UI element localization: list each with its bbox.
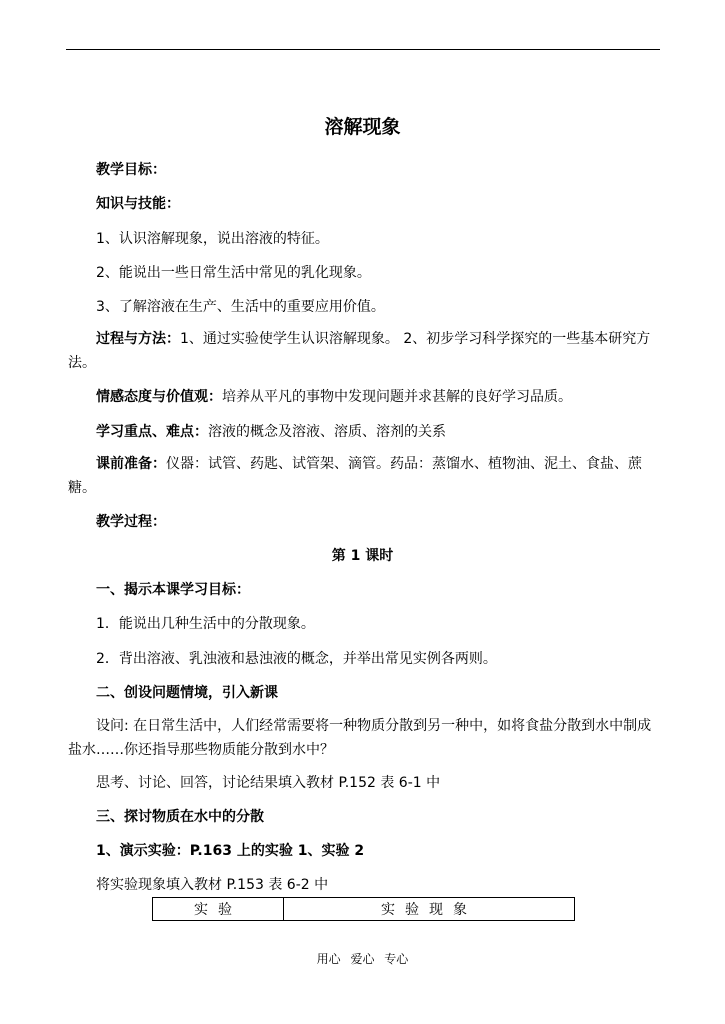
emotion-text: 培养从平凡的事物中发现问题并求甚解的良好学习品质。 [222,389,572,405]
section1-item: 1．能说出几种生活中的分散现象。 [96,616,315,632]
prep-text: 仪器：试管、药匙、试管架、滴管。药品：蒸馏水、植物油、泥土、食盐、蔗糖。 [68,456,642,496]
knowledge-item: 3、了解溶液在生产、生活中的重要应用价值。 [96,299,385,315]
objectives-heading: 教学目标： [96,162,166,178]
knowledge-heading: 知识与技能： [96,196,180,212]
process-label: 过程与方法： [96,331,180,347]
focus-label: 学习重点、难点： [96,424,208,440]
section3-heading: 三、探讨物质在水中的分散 [96,809,264,825]
emotion-label: 情感态度与价值观： [96,389,222,405]
process-heading: 教学过程： [96,514,166,530]
prep-label: 课前准备： [96,456,166,472]
table-header-row [153,898,575,921]
focus-text: 溶液的概念及溶液、溶质、溶剂的关系 [208,424,446,440]
section2-discussion: 思考、讨论、回答，讨论结果填入教材 P.152 表 6-1 中 [96,775,441,791]
section2-question: 设问: 在日常生活中，人们经常需要将一种物质分散到另一种中，如将食盐分散到水中制成盐水……你还指导那些物质能分散到水中？ [68,718,652,758]
table-header-experiment: 实验 [153,898,284,921]
knowledge-item: 2、能说出一些日常生活中常见的乳化现象。 [96,265,371,281]
header-rule [66,49,660,50]
lesson-label: 第 1 课时 [331,548,394,564]
focus-paragraph [96,423,446,441]
process-paragraph [68,327,663,375]
knowledge-item: 1、认识溶解现象，说出溶液的特征。 [96,231,329,247]
page-title: 溶解现象 [324,116,401,138]
section2-heading: 二、创设问题情境，引入新课 [96,685,278,701]
experiment-table [152,897,575,921]
page-footer: 用心 爱心 专心 [316,952,409,966]
prep-paragraph [68,452,663,500]
section3-note: 将实验现象填入教材 P.153 表 6-2 中 [96,877,329,893]
table-header-phenomenon: 实验现象 [284,898,575,921]
section1-item: 2．背出溶液、乳浊液和悬浊液的概念，并举出常见实例各两则。 [96,651,497,667]
section1-heading: 一、揭示本课学习目标： [96,582,250,598]
section3-subheading: 1、演示实验：P.163 上的实验 1、实验 2 [96,843,365,859]
process-text: 1、通过实验使学生认识溶解现象。 2、初步学习科学探究的一些基本研究方法。 [68,331,651,371]
emotion-paragraph [96,388,572,406]
